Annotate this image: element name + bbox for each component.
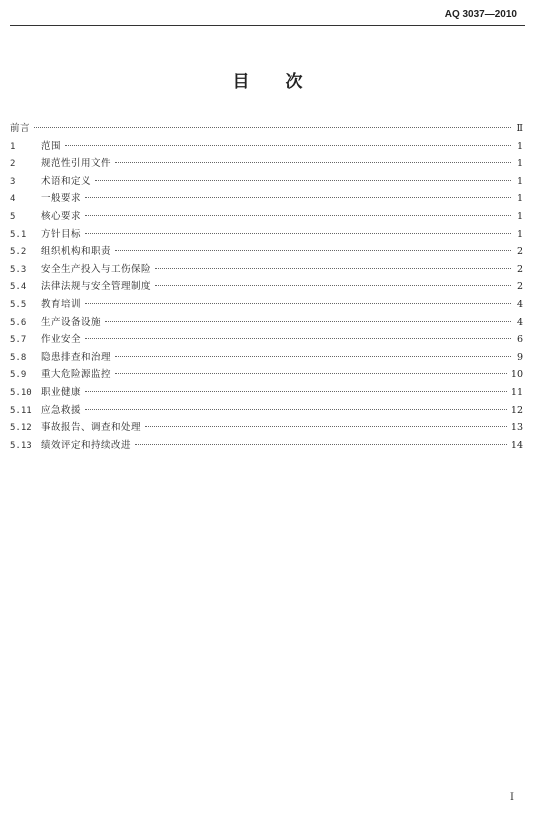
toc-entry-number: 2 <box>10 159 16 170</box>
toc-entry[interactable] <box>10 437 523 455</box>
toc-entry-number: 5.10 <box>10 387 32 398</box>
toc-entry[interactable] <box>10 261 523 279</box>
toc-entry-number: 5.5 <box>10 299 27 310</box>
toc-entry-page: 6 <box>516 334 523 346</box>
toc-entry[interactable] <box>10 278 523 296</box>
toc-entry-title: 术语和定义 <box>41 175 92 187</box>
document-code: AQ 3037—2010 <box>444 9 517 20</box>
toc-entry-number: 5.8 <box>10 352 27 363</box>
toc-entry-title: 规范性引用文件 <box>41 158 112 170</box>
title-char-1: 目 <box>232 72 250 92</box>
toc-entry[interactable] <box>10 349 523 367</box>
toc-dot-leader <box>135 444 507 445</box>
toc-entry-title: 应急救援 <box>41 404 82 416</box>
toc-entry-number: 5.2 <box>10 247 27 258</box>
toc-entry-title: 核心要求 <box>41 210 82 222</box>
toc-entry-number: 5.13 <box>10 440 32 451</box>
toc-entry[interactable] <box>10 208 523 226</box>
toc-entry-number: 5.3 <box>10 264 27 275</box>
toc-dot-leader <box>115 373 507 374</box>
toc-entry-number: 1 <box>10 141 16 152</box>
toc-entry-number: 5.11 <box>10 405 32 416</box>
toc-entry[interactable] <box>10 296 523 314</box>
toc-dot-leader <box>105 321 511 322</box>
toc-entry-page: 2 <box>516 246 523 258</box>
toc-entry-page: 1 <box>516 140 523 152</box>
toc-entry[interactable] <box>10 243 523 261</box>
toc-entry[interactable] <box>10 190 523 208</box>
toc-entry-title: 组织机构和职责 <box>41 246 112 258</box>
toc-entry-number: 3 <box>10 176 16 187</box>
toc-entry-title: 重大危险源监控 <box>41 369 112 381</box>
toc-dot-leader <box>145 426 507 427</box>
toc-entry-title: 安全生产投入与工伤保险 <box>41 263 152 275</box>
toc-entry-page: 1 <box>516 228 523 240</box>
toc-dot-leader <box>85 303 511 304</box>
toc-dot-leader <box>115 162 511 163</box>
toc-dot-leader <box>85 409 507 410</box>
toc-entry[interactable] <box>10 366 523 384</box>
toc-entry-page: 1 <box>516 175 523 187</box>
toc-entry-page: 9 <box>516 351 523 363</box>
toc-entry-page: 2 <box>516 263 523 275</box>
toc-entry-page: 4 <box>516 316 523 328</box>
toc-entry-title: 作业安全 <box>41 334 82 346</box>
toc-dot-leader <box>85 215 511 216</box>
toc-entry-page: 12 <box>510 404 523 416</box>
toc-entry-number: 5.1 <box>10 229 27 240</box>
toc-entry-title: 教育培训 <box>41 298 82 310</box>
toc-entry[interactable] <box>10 419 523 437</box>
toc-entry-page: 4 <box>516 298 523 310</box>
toc-entry[interactable] <box>10 384 523 402</box>
toc-entry-page: 14 <box>510 439 523 451</box>
toc-entry[interactable] <box>10 402 523 420</box>
toc-dot-leader <box>155 285 511 286</box>
toc-entry-number: 5.6 <box>10 317 27 328</box>
toc-entry-page: 1 <box>516 193 523 205</box>
page-number: I <box>510 792 514 803</box>
toc-dot-leader <box>115 250 511 251</box>
toc-entry-number: 5 <box>10 211 16 222</box>
toc-dot-leader <box>95 180 511 181</box>
toc-entry[interactable] <box>10 173 523 191</box>
toc-dot-leader <box>85 197 511 198</box>
toc-dot-leader <box>85 233 511 234</box>
toc-entry-title: 生产设备设施 <box>41 316 102 328</box>
toc-entry[interactable] <box>10 331 523 349</box>
toc-entry[interactable] <box>10 138 523 156</box>
toc-entry-number: 5.4 <box>10 282 27 293</box>
toc-entry-title: 职业健康 <box>41 386 82 398</box>
toc-entry-title: 事故报告、调查和处理 <box>41 422 142 434</box>
toc-entry[interactable] <box>10 120 523 138</box>
title-char-2: 次 <box>285 72 303 92</box>
toc-entry-number: 4 <box>10 194 16 205</box>
toc-entry[interactable] <box>10 226 523 244</box>
toc-entry-title: 范围 <box>41 140 62 152</box>
toc-entry-number: 5.7 <box>10 335 27 346</box>
page-title <box>0 67 535 92</box>
toc-entry-title: 方针目标 <box>41 228 82 240</box>
toc-entry-title: 隐患排查和治理 <box>41 351 112 363</box>
toc-entry-page: 13 <box>510 422 523 434</box>
toc-entry[interactable] <box>10 155 523 173</box>
toc-entry-page: 10 <box>510 369 523 381</box>
header-rule <box>10 25 525 26</box>
toc-entry-page: 2 <box>516 281 523 293</box>
toc-entry-page: 1 <box>516 210 523 222</box>
toc-dot-leader <box>85 338 511 339</box>
toc-entry-title: 绩效评定和持续改进 <box>41 439 132 451</box>
toc-dot-leader <box>34 127 511 128</box>
toc-dot-leader <box>115 356 511 357</box>
toc-entry-title: 法律法规与安全管理制度 <box>41 281 152 293</box>
toc-dot-leader <box>65 145 511 146</box>
toc-entry-page: 1 <box>516 158 523 170</box>
toc-dot-leader <box>85 391 507 392</box>
toc-entry[interactable] <box>10 314 523 332</box>
toc-entry-title: 前言 <box>10 123 31 134</box>
toc-entry-page: 11 <box>510 386 523 398</box>
toc-dot-leader <box>155 268 511 269</box>
toc-entry-number: 5.12 <box>10 423 32 434</box>
table-of-contents <box>10 120 523 454</box>
toc-entry-title: 一般要求 <box>41 193 82 205</box>
toc-entry-page: Ⅱ <box>516 123 523 134</box>
toc-entry-number: 5.9 <box>10 370 27 381</box>
